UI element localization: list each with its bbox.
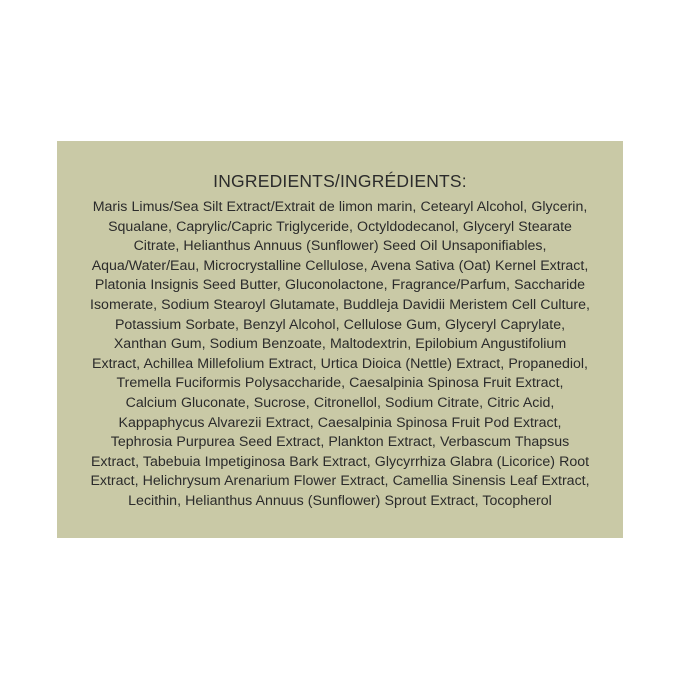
ingredients-panel xyxy=(57,141,623,538)
ingredients-heading: INGREDIENTS/INGRÉDIENTS: xyxy=(213,171,467,191)
ingredients-list-text: Maris Limus/Sea Silt Extract/Extrait de limon marin, Cetearyl Alcohol, Glycerin, Squalane, Caprylic/Capric Triglyceride, Octyldodecanol, Glyceryl Stearate Citrate, Helianthus Annuus (Sunflower) Seed Oil Unsaponifiables, Aqua/Water/Eau, Microcrystalline Cellulose, Avena Sativa (Oat) Kernel Extract, Platonia Insignis Seed Butter, Gluconolactone, Fragrance/Parfum, Saccharide Isomerate, Sodium Stearoyl Glutamate, Buddleja Davidii Meristem Cell Culture, Potassium Sorbate, Benzyl Alcohol, Cellulose Gum, Glyceryl Caprylate, Xanthan Gum, Sodium Benzoate, Maltodextrin, Epilobium Angustifolium Extract, Achillea Millefolium Extract, Urtica Dioica (Nettle) Extract, Propanediol, Tremella Fuciformis Polysaccharide, Caesalpinia Spinosa Fruit Extract, Calcium Gluconate, Sucrose, Citronellol, Sodium Citrate, Citric Acid, Kappaphycus Alvarezii Extract, Caesalpinia Spinosa Fruit Pod Extract, Tephrosia Purpurea Seed Extract, Plankton Extract, Verbascum Thapsus Extract, Tabebuia Impetiginosa Bark Extract, Glycyrrhiza Glabra (Licorice) Root Extract, Helichrysum Arenarium Flower Extract, Camellia Sinensis Leaf Extract, Lecithin, Helianthus Annuus (Sunflower) Sprout Extract, Tocopherol xyxy=(90,199,590,509)
